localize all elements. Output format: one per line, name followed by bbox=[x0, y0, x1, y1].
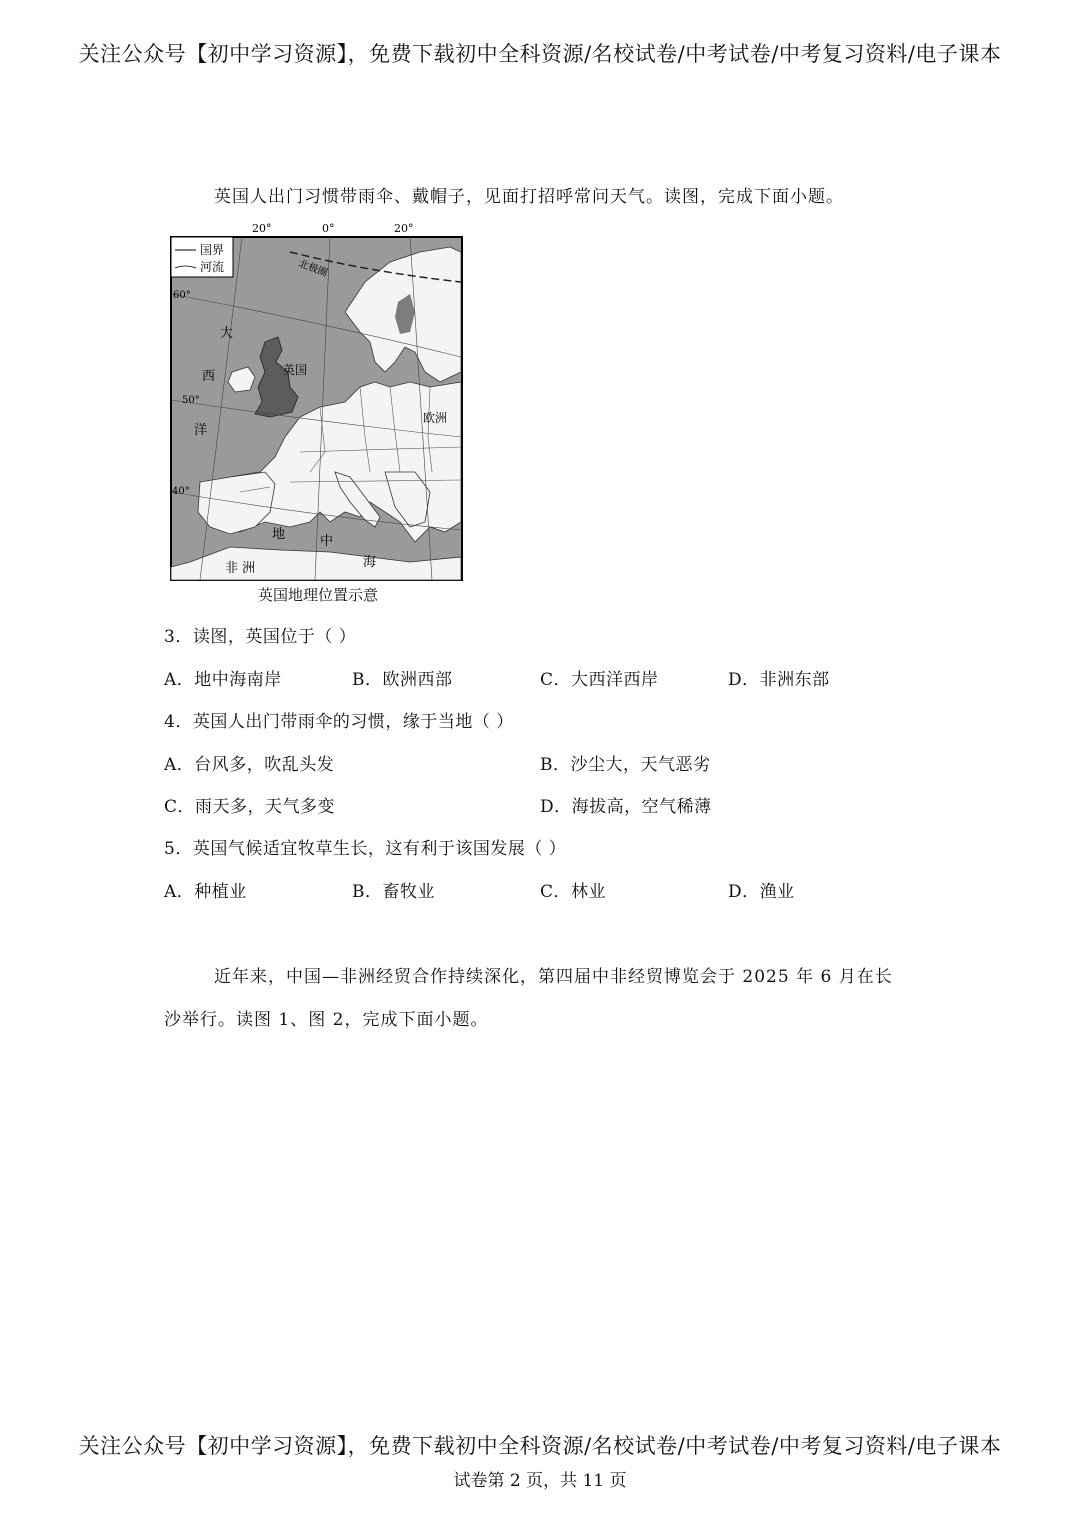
question-4-option-d[interactable]: D．海拔高，空气稀薄 bbox=[540, 797, 712, 817]
page-number: 试卷第 2 页，共 11 页 bbox=[453, 1471, 627, 1491]
sea-char-2: 中 bbox=[320, 534, 334, 549]
uk-label: 英国 bbox=[283, 363, 308, 377]
legend-river-label: 河流 bbox=[200, 260, 225, 274]
legend-border-label: 国界 bbox=[200, 243, 225, 257]
ocean-char-1: 大 bbox=[220, 326, 234, 341]
lon-label-20e: 20° bbox=[394, 222, 414, 235]
lat-label-50: 50° bbox=[182, 395, 200, 406]
question-3-stem: 3．读图，英国位于（ ） bbox=[164, 627, 357, 647]
paragraph-line-1: 近年来，中国—非洲经贸合作持续深化，第四届中非经贸博览会于 2025 年 6 月在长 bbox=[214, 967, 893, 987]
map-caption: 英国地理位置示意 bbox=[257, 586, 378, 604]
question-5-option-c[interactable]: C．林业 bbox=[540, 882, 607, 902]
uk-location-map bbox=[170, 222, 466, 606]
arctic-circle-label: 北极圈 bbox=[296, 258, 329, 280]
lon-label-0: 0° bbox=[322, 222, 335, 235]
paragraph-line-2: 沙举行。读图 1、图 2，完成下面小题。 bbox=[164, 1010, 489, 1030]
lat-label-40: 40° bbox=[172, 486, 190, 497]
question-3-option-c[interactable]: C．大西洋西岸 bbox=[540, 670, 659, 690]
question-4-option-b[interactable]: B．沙尘大，天气恶劣 bbox=[540, 755, 711, 775]
question-4-option-a[interactable]: A．台风多，吹乱头发 bbox=[164, 755, 335, 775]
ocean-char-2: 西 bbox=[202, 369, 216, 384]
ocean-char-3: 洋 bbox=[194, 423, 208, 438]
question-5-option-b[interactable]: B．畜牧业 bbox=[352, 882, 435, 902]
question-5-option-a[interactable]: A．种植业 bbox=[164, 882, 247, 902]
question-5-option-d[interactable]: D．渔业 bbox=[728, 882, 795, 902]
reading-intro: 英国人出门习惯带雨伞、戴帽子，见面打招呼常问天气。读图，完成下面小题。 bbox=[214, 187, 844, 207]
question-4-stem: 4．英国人出门带雨伞的习惯，缘于当地（ ） bbox=[164, 712, 514, 732]
bottom-banner: 关注公众号【初中学习资源】，免费下载初中全科资源/名校试卷/中考试卷/中考复习资料/电子课本 bbox=[78, 1434, 1002, 1458]
question-5-stem: 5．英国气候适宜牧草生长，这有利于该国发展（ ） bbox=[164, 839, 567, 859]
europe-label: 欧洲 bbox=[423, 411, 448, 425]
lat-label-60: 60° bbox=[173, 290, 191, 301]
lon-label-20w: 20° bbox=[252, 222, 272, 235]
sea-char-3: 海 bbox=[363, 555, 377, 570]
question-3-option-a[interactable]: A．地中海南岸 bbox=[164, 670, 282, 690]
africa-label: 非 洲 bbox=[225, 561, 256, 576]
map-svg bbox=[170, 222, 466, 606]
question-3-option-d[interactable]: D．非洲东部 bbox=[728, 670, 830, 690]
question-4-option-c[interactable]: C．雨天多，天气多变 bbox=[164, 797, 336, 817]
sea-char-1: 地 bbox=[272, 527, 286, 542]
question-3-option-b[interactable]: B．欧洲西部 bbox=[352, 670, 453, 690]
top-banner: 关注公众号【初中学习资源】，免费下载初中全科资源/名校试卷/中考试卷/中考复习资料/电子课本 bbox=[78, 42, 1002, 66]
